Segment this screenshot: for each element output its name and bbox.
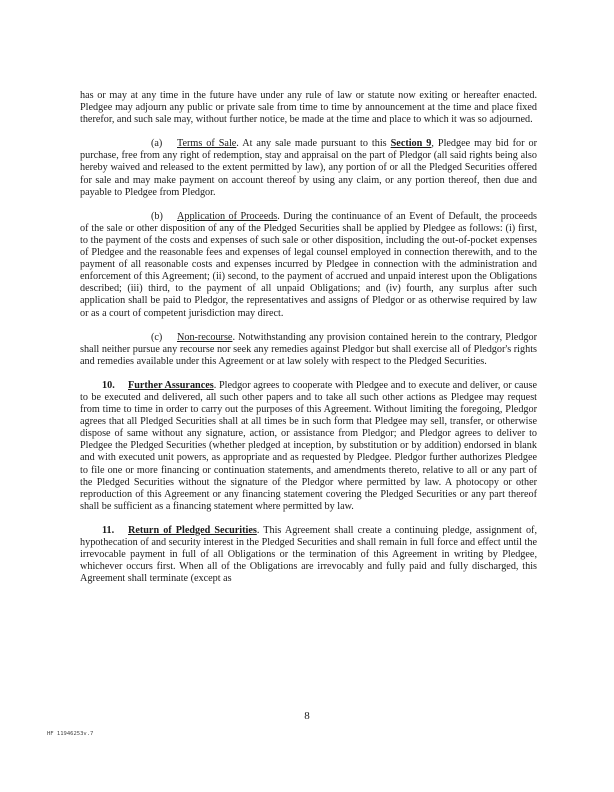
paragraph-a-text-1: . At any sale made pursuant to this: [236, 138, 391, 150]
section-11-text: . This Agreement shall create a continuing pledge, assignment of, hypothecation of and security interest in the Pledged Securities and shall remain in full force and effect until the irrevocable payment in full of all Obligations or the termination of this Agreement in writing by Pledgee, whichever occurs first. When all of the Obligations are irrevocably and fully paid and fully discharged, this Agreement shall terminate (except as: [80, 524, 537, 585]
section-11: [80, 525, 537, 585]
paragraph-c-heading: Non-recourse: [177, 331, 233, 343]
document-id: HF 11946253v.7: [47, 731, 94, 737]
paragraph-a: [80, 138, 537, 198]
document-page: [80, 90, 537, 597]
section-10: [80, 380, 537, 513]
paragraph-b: [80, 211, 537, 320]
paragraph-a-text-2: , Pledgee may bid for or purchase, free from any right of redemption, stay and appraisal on the part of Pledgor (all said rights being also hereby waived and released to the extent permitted by law), any portion of or all the Pledged Securities offered for sale and may make payment on account thereof by using any claim, or any portion thereof, then due and payable to Pledgee from Pledgor.: [80, 138, 537, 198]
paragraph-c: [80, 332, 537, 368]
paragraph-b-heading: Application of Proceeds: [177, 210, 278, 222]
paragraph-b-text: . During the continuance of an Event of Default, the proceeds of the sale or other disposition of any of the Pledged Securities shall be applied by Pledgee as follows: (i) first, to the payment of the costs and expenses of such sale or other disposition, including the out-of-pocket expenses of Pledgee and the reasonable fees and expenses of legal counsel employed in connection therewith, and to the payment of all reasonable costs and expenses incurred by Pledgee in connection with the administration and enforcement of this Agreement; (ii) second, to the payment of accrued and unpaid interest upon the Obligations described; (iii) third, to the payment of all unpaid Obligations; and (iv) fourth, any surplus after such application shall be paid to Pledgor, the representatives and assigns of Pledgor or as otherwise required by law or as a court of competent jurisdiction may direct.: [80, 210, 538, 319]
paragraph-b-marker: (b): [151, 210, 163, 222]
continuation-paragraph: has or may at any time in the future have under any rule of law or statute now exiting or hereafter enacted. Pledgee may adjourn any public or private sale from time to time by announcement at the time and place fixed therefor, and such sale may, without further notice, be made at the time and place to which it was so adjourned.: [80, 90, 537, 126]
section-11-number: 11.: [102, 524, 115, 536]
section-9-reference: Section 9: [390, 138, 432, 150]
section-10-text: . Pledgor agrees to cooperate with Pledgee and to execute and deliver, or cause to be executed and delivered, all such other papers and to take all such other actions as Pledgee may request from time to time in order to carry out the purposes of this Agreement. Without limiting the foregoing, Pledgor agrees that all Pledged Securities shall at all times be in such form that Pledgee may sell, transfer, or otherwise dispose of same without any signature, action, or assistance from Pledgor; and Pledgor agrees to deliver to Pledgee the Pledged Securities (whether pledged at inception, by substitution or by addition) endorsed in blank and with executed unit powers, as appropriate and as requested by Pledgee. Pledgor further authorizes Pledgee to file one or more financing or continuation statements, and amendments thereto, relative to all or any part of the Pledged Securities without the signature of the Pledgor where permitted by law. A photocopy or other reproduction of this Agreement or any financing statement covering the Pledged Securities or any part thereof shall be sufficient as a financing statement where permitted by law.: [80, 379, 537, 512]
section-11-heading: Return of Pledged Securities: [128, 524, 257, 536]
page-number: 8: [304, 710, 310, 722]
paragraph-a-heading: Terms of Sale: [177, 138, 237, 150]
section-10-number: 10.: [102, 379, 115, 391]
paragraph-c-marker: (c): [151, 331, 163, 343]
paragraph-a-marker: (a): [151, 138, 163, 150]
section-10-heading: Further Assurances: [128, 379, 214, 391]
paragraph-c-text: . Notwithstanding any provision contained herein to the contrary, Pledgor shall neither pursue any recourse nor seek any remedies against Pledgor but shall exercise all of Pledgor's rights and remedies available under this Agreement or at law solely with respect to the Pledged Securities.: [80, 331, 537, 367]
